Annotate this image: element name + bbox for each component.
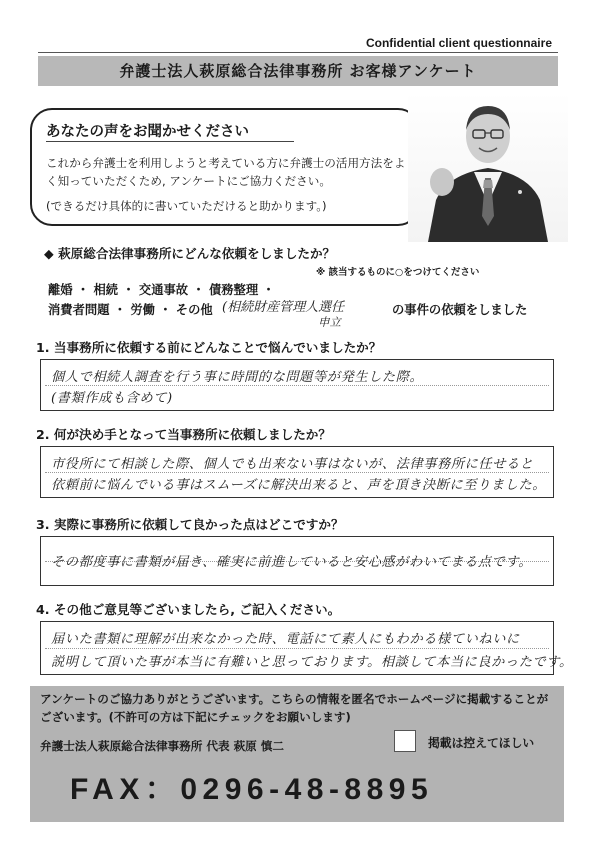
footer-firm: 弁護士法人萩原総合法律事務所 代表 萩原 慎二 — [40, 739, 284, 753]
answer-3-line-1: その都度事に書類が届き、確実に前進していると安心感がわいてまる点です。 — [51, 555, 532, 570]
intro-heading: あなたの声をお聞かせください — [46, 124, 249, 140]
answer-2-line-2: 依頼前に悩んでいる事はスムーズに解決出来ると、声を頂き決断に至りました。 — [51, 478, 547, 493]
answer-1-line-1: 個人で相続人調査を行う事に時間的な問題等が発生した際。 — [51, 370, 424, 385]
lawyer-portrait-icon — [408, 92, 568, 242]
answer-4-line-2: 説明して頂いた事が本当に有難いと思っております。相談して本当に良かったです。 — [51, 655, 573, 670]
confidential-label: Confidential client questionnaire — [365, 36, 552, 50]
publish-optout-checkbox[interactable] — [394, 730, 416, 752]
footer-thanks: アンケートのご協力ありがとうございます。こちらの情報を匿名でホームページに掲載することがございます。(不許可の方は下記にチェックをお願いします) — [40, 692, 549, 724]
portrait-svg — [408, 92, 568, 242]
answer-1-line-2: (書類作成も含めて) — [51, 391, 173, 406]
answer-4-line-1: 届いた書類に理解が出来なかった時、電話にて素人にもわかる様ていねいに — [51, 632, 520, 647]
speech-bubble — [30, 108, 420, 226]
category-row-2: 消費者問題 ・ 労働 ・ その他 — [48, 303, 213, 317]
intro-underline — [46, 141, 294, 142]
category-row-1: 離婚 ・ 相続 ・ 交通事故 ・ 債務整理 ・ — [48, 283, 275, 297]
intro-note: (できるだけ具体的に書いていただけると助かります。) — [46, 199, 327, 213]
question-1-label: 1. 当事務所に依頼する前にどんなことで悩んでいましたか？ — [36, 340, 382, 355]
question-3-label: 3. 実際に事務所に依頼して良かった点はどこですか？ — [36, 517, 344, 532]
footer-panel — [30, 686, 564, 822]
fax-number: FAX：0296-48-8895 — [70, 773, 434, 806]
answer-1-box[interactable] — [40, 359, 554, 411]
answer-2-line-1: 市役所にて相談した際、個人でも出来ない事はないが、法律事務所に任せると — [51, 457, 534, 472]
answer-3-box[interactable] — [40, 536, 554, 586]
request-question: ◆ 萩原総合法律事務所にどんな依頼をしましたか？ — [44, 246, 336, 261]
request-note: ※ 該当するものに○をつけてください — [316, 267, 480, 278]
intro-body: これから弁護士を利用しようと考えている方に弁護士の活用方法をよく知っていただくため, アンケートにご協力ください。 — [46, 156, 406, 188]
handwritten-other-2: 申立 — [318, 315, 341, 329]
handwritten-other: (相続財産管理人選任 — [222, 300, 345, 315]
header-rule — [38, 52, 558, 53]
page-title: 弁護士法人萩原総合法律事務所 お客様アンケート — [38, 56, 558, 86]
question-4-label: 4. その他ご意見等ございましたら, ご記入ください。 — [36, 602, 341, 617]
publish-optout-label: 掲載は控えてほしい — [428, 736, 535, 750]
answer-4-box[interactable] — [40, 621, 573, 675]
request-suffix: の事件の依頼をしました — [392, 303, 528, 317]
answer-2-box[interactable] — [40, 446, 554, 498]
question-2-label: 2. 何が決め手となって当事務所に依頼しましたか？ — [36, 427, 331, 442]
